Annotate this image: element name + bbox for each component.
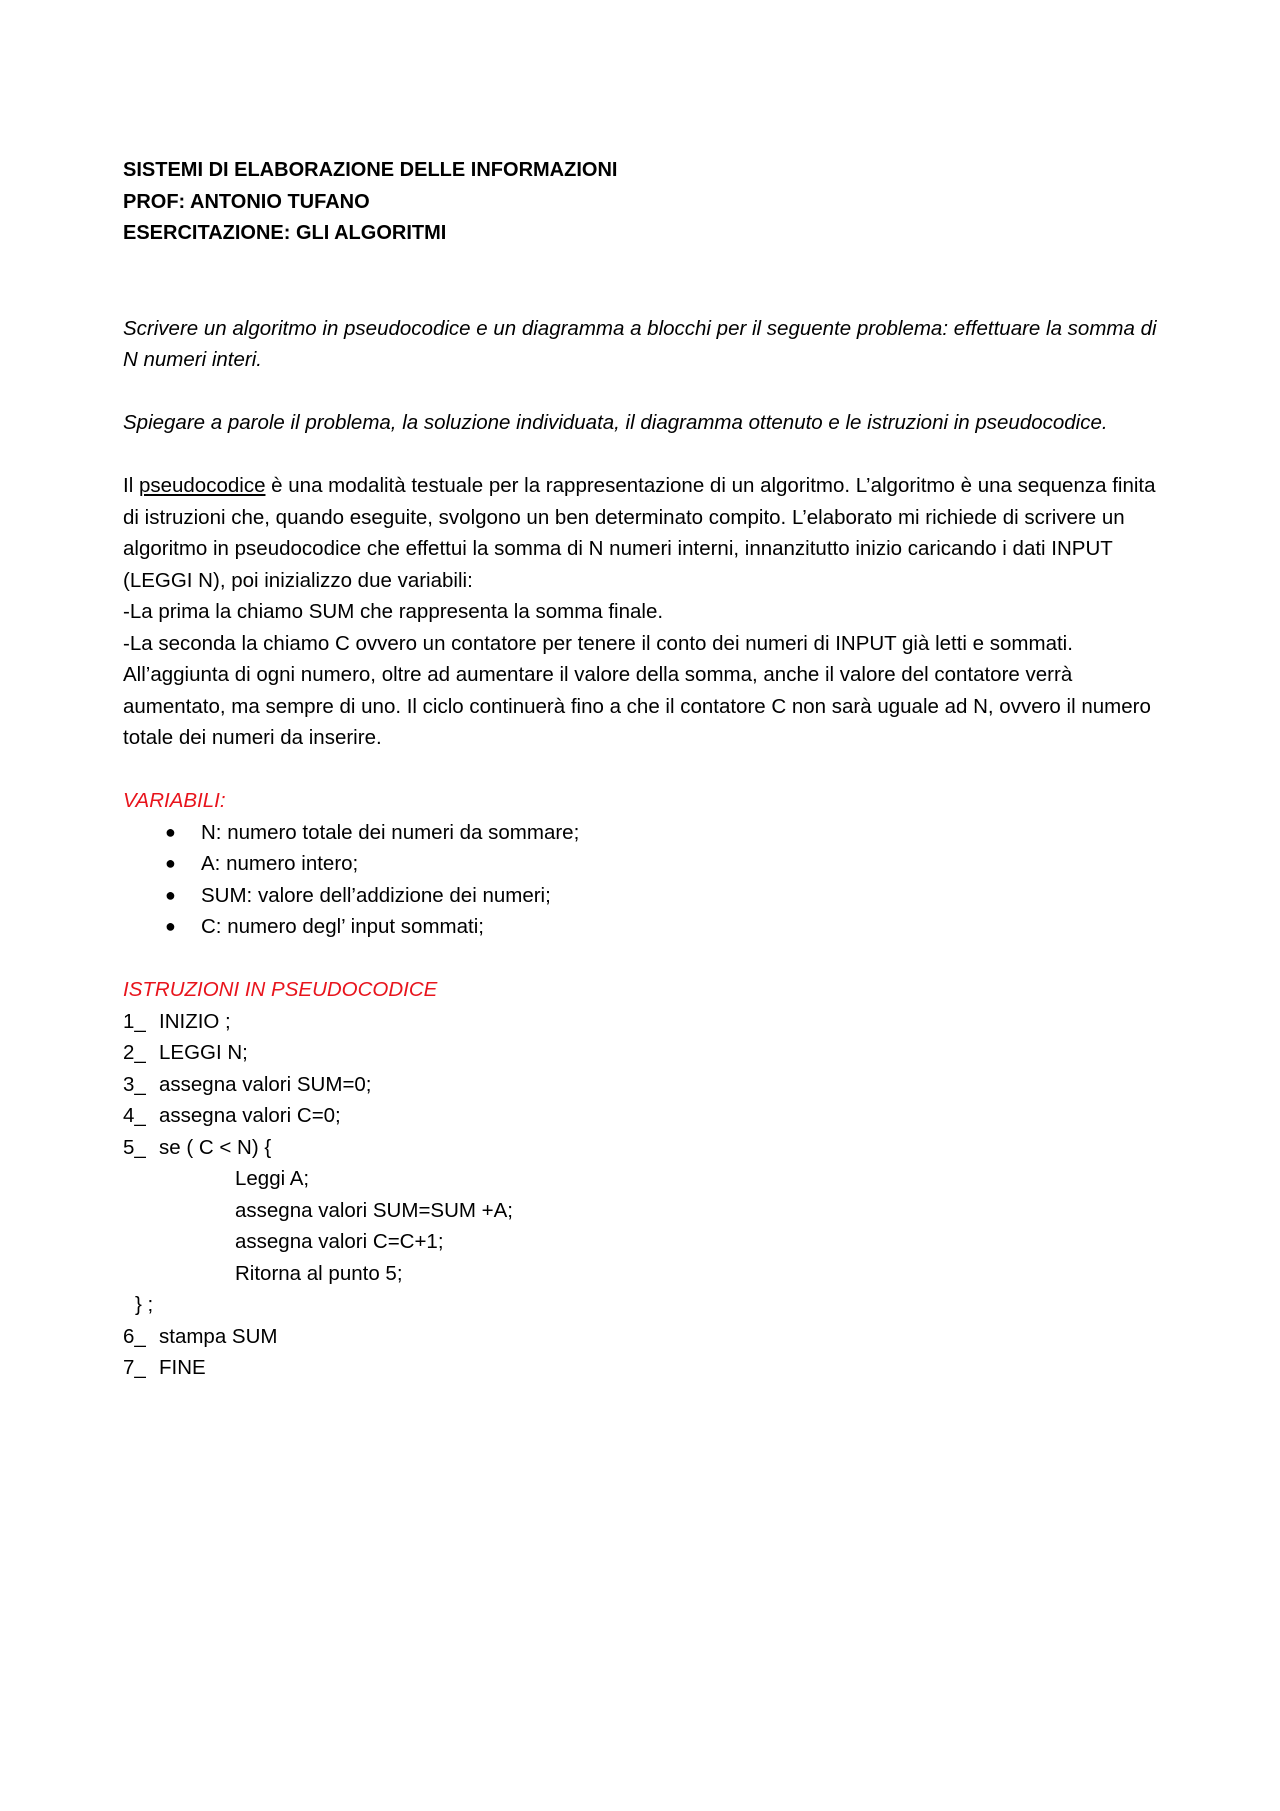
- code-line: Ritorna al punto 5;: [235, 1261, 403, 1285]
- spacer: [123, 943, 1163, 975]
- line-number: 7_: [123, 1356, 146, 1379]
- pseudocode-block: [123, 1006, 1163, 1384]
- exercise-title: ESERCITAZIONE: GLI ALGORITMI: [123, 222, 447, 244]
- task-paragraph-1: Scrivere un algoritmo in pseudocodice e un diagramma a blocchi per il seguente problema: effettuare la somma di N numeri interi.: [123, 316, 1157, 371]
- variables-list: [123, 817, 1163, 943]
- code-line: [123, 1006, 1163, 1038]
- code-line: [123, 1352, 1163, 1384]
- list-item: [123, 880, 1163, 912]
- code-line: [123, 1069, 1163, 1101]
- code-text: FINE: [159, 1356, 206, 1379]
- variables-heading: VARIABILI:: [123, 789, 226, 812]
- list-item: [123, 817, 1163, 849]
- code-text: assegna valori C=0;: [159, 1104, 341, 1127]
- code-text: stampa SUM: [159, 1324, 278, 1348]
- code-text: INIZIO ;: [159, 1009, 231, 1033]
- list-item: [123, 911, 1163, 943]
- code-line: [123, 1037, 1163, 1069]
- explanation-sum-line: -La prima la chiamo SUM che rappresenta la somma finale.: [123, 600, 664, 623]
- code-line: [123, 1100, 1163, 1132]
- line-number: 5_: [123, 1135, 146, 1159]
- task-paragraph-2: Spiegare a parole il problema, la soluzione individuata, il diagramma ottenuto e le istruzioni in pseudocodice.: [123, 411, 1108, 434]
- list-item: [123, 848, 1163, 880]
- line-number: 3_: [123, 1072, 146, 1096]
- pseudocode-heading: ISTRUZIONI IN PSEUDOCODICE: [123, 978, 438, 1001]
- code-line: [123, 1321, 1163, 1353]
- pseudocodice-link[interactable]: pseudocodice: [138, 474, 266, 497]
- variable-c: C: numero degl’ input sommati;: [201, 915, 484, 938]
- line-number: 4_: [123, 1104, 146, 1127]
- variable-n: N: numero totale dei numeri da sommare;: [201, 820, 580, 844]
- code-line: } ;: [135, 1293, 154, 1316]
- explanation-intro-after: è una modalità testuale per la rappresentazione di un algoritmo. L’algoritmo è una sequenza finita di istruzioni che, quando eseguite, svolgono un ben determinato compito. L’elaborato mi richiede di scrivere un algoritmo in pseudocodice che effettui la somma di N numeri interni, innanzitutto inizio caricando i dati INPUT (LEGGI N), poi inizializzo due variabili:: [123, 474, 1156, 592]
- variable-sum: SUM: valore dell’addizione dei numeri;: [201, 883, 551, 907]
- explanation-intro-before: Il: [123, 474, 139, 497]
- code-text: se ( C < N) {: [159, 1135, 272, 1159]
- bullet-icon: ●: [165, 821, 176, 842]
- spacer: [123, 376, 1163, 408]
- spacer: [123, 754, 1163, 786]
- line-number: 1_: [123, 1009, 146, 1033]
- bullet-icon: ●: [165, 916, 176, 936]
- bullet-icon: ●: [165, 884, 176, 905]
- code-text: LEGGI N;: [159, 1041, 248, 1064]
- explanation-counter-line: -La seconda la chiamo C ovvero un contatore per tenere il conto dei numeri di INPUT già letti e sommati. All’aggiunta di ogni numero, oltre ad aumentare il valore della somma, anche il valore del contatore verrà aumentato, ma sempre di uno. Il ciclo continuerà fino a che il contatore C non sarà uguale ad N, ovvero il numero totale dei numeri da inserire.: [123, 631, 1151, 749]
- professor-name: PROF: ANTONIO TUFANO: [123, 190, 370, 213]
- spacer: [123, 439, 1163, 471]
- code-line: assegna valori SUM=SUM +A;: [235, 1198, 514, 1222]
- spacer: [123, 250, 1163, 313]
- document-page: [123, 155, 1163, 1384]
- line-number: 2_: [123, 1041, 146, 1064]
- bullet-icon: ●: [165, 853, 176, 873]
- code-line: [123, 1132, 1163, 1164]
- code-line: assegna valori C=C+1;: [235, 1230, 444, 1253]
- course-title: SISTEMI DI ELABORAZIONE DELLE INFORMAZIONI: [123, 159, 618, 181]
- variable-a: A: numero intero;: [201, 852, 359, 875]
- code-line: Leggi A;: [235, 1167, 310, 1190]
- line-number: 6_: [123, 1324, 146, 1348]
- code-text: assegna valori SUM=0;: [159, 1072, 372, 1096]
- document-header: [123, 155, 1163, 250]
- explanation-paragraph: [123, 470, 1163, 596]
